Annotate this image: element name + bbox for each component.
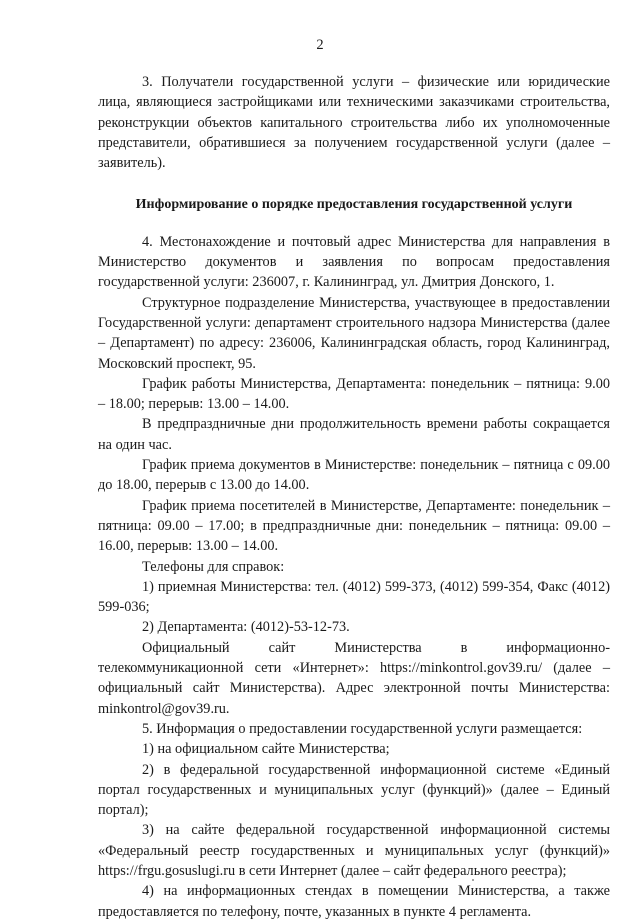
paragraph-address: 4. Местонахождение и почтовый адрес Министерства для направления в Министерство документов и заявления по вопросам предоставления государственной услуги: 236007, г. Калининград, ул. Дмитрия Донского, 1. <box>98 233 610 291</box>
paragraph-recipients: 3. Получатели государственной услуги – физические или юридические лица, являющиеся застройщиками или техническими заказчиками строительства, реконструкции объектов капитального строительства либо их уполномоченные представители, обратившиеся за получением государственной услуги (далее – заявитель). <box>98 74 610 172</box>
paragraph-work-schedule: График работы Министерства, Департамента: понедельник – пятница: 9.00 – 18.00; перерыв: 13.00 – 14.00. <box>98 375 610 413</box>
list-item-unified-portal: 2) в федеральной государственной информационной системе «Единый портал государственных и муниципальных услуг (функций)» (далее – Единый портал); <box>98 761 610 819</box>
list-item-federal-registry: 3) на сайте федеральной государственной информационной системы «Федеральный реестр государственных и муниципальных услуг (функций)» https://frgu.gosuslugi.ru в сети Интернет (далее – сайт федерального реестра); <box>98 822 610 879</box>
paragraph-phones-title: Телефоны для справок: <box>142 558 285 575</box>
paragraph-pre-holiday: В предпраздничные дни продолжительность времени работы сокращается на один час. <box>98 416 610 453</box>
paragraph-website: Официальный сайт Министерства в информационно-телекоммуникационной сети «Интернет»: https://minkontrol.gov39.ru/ (далее – официальный сайт Министерства). Адрес электронной почты Министерства: minkontrol@gov39.ru. <box>98 639 610 717</box>
list-item-official-site: 1) на официальном сайте Министерства; <box>142 741 390 758</box>
paragraph-info-intro: 5. Информация о предоставлении государственной услуги размещается: <box>142 720 583 737</box>
page-number: 2 <box>316 37 324 53</box>
paragraph-phones-reception: 1) приемная Министерства: тел. (4012) 599-373, (4012) 599-354, Факс (4012) 599-036; <box>98 578 610 616</box>
paragraph-document-schedule: График приема документов в Министерстве: понедельник – пятница с 09.00 до 18.00, перерыв с 13.00 до 14.00. <box>98 457 610 494</box>
scan-speck <box>472 879 474 881</box>
list-item-info-stands: 4) на информационных стендах в помещении Министерства, а также предоставляется по телефону, почте, указанных в пункте 4 регламента. <box>98 883 610 920</box>
paragraph-phones-department: 2) Департамента: (4012)-53-12-73. <box>142 619 350 636</box>
paragraph-visitor-schedule: График приема посетителей в Министерстве, Департаменте: понедельник – пятница: 09.00 – 17.00; в предпраздничные дни: понедельник – пятница: 09.00 – 16.00, перерыв: 13.00 – 14.00. <box>98 497 610 555</box>
paragraph-department: Структурное подразделение Министерства, участвующее в предоставлении Государственной услуги: департамент строительного надзора Министерства (далее – Департамент) по адресу: 236006, Калининградская область, город Калининград, Московский проспект, 95. <box>98 294 610 372</box>
document-body <box>98 72 610 922</box>
section-heading: Информирование о порядке предоставления государственной услуги <box>135 197 573 213</box>
